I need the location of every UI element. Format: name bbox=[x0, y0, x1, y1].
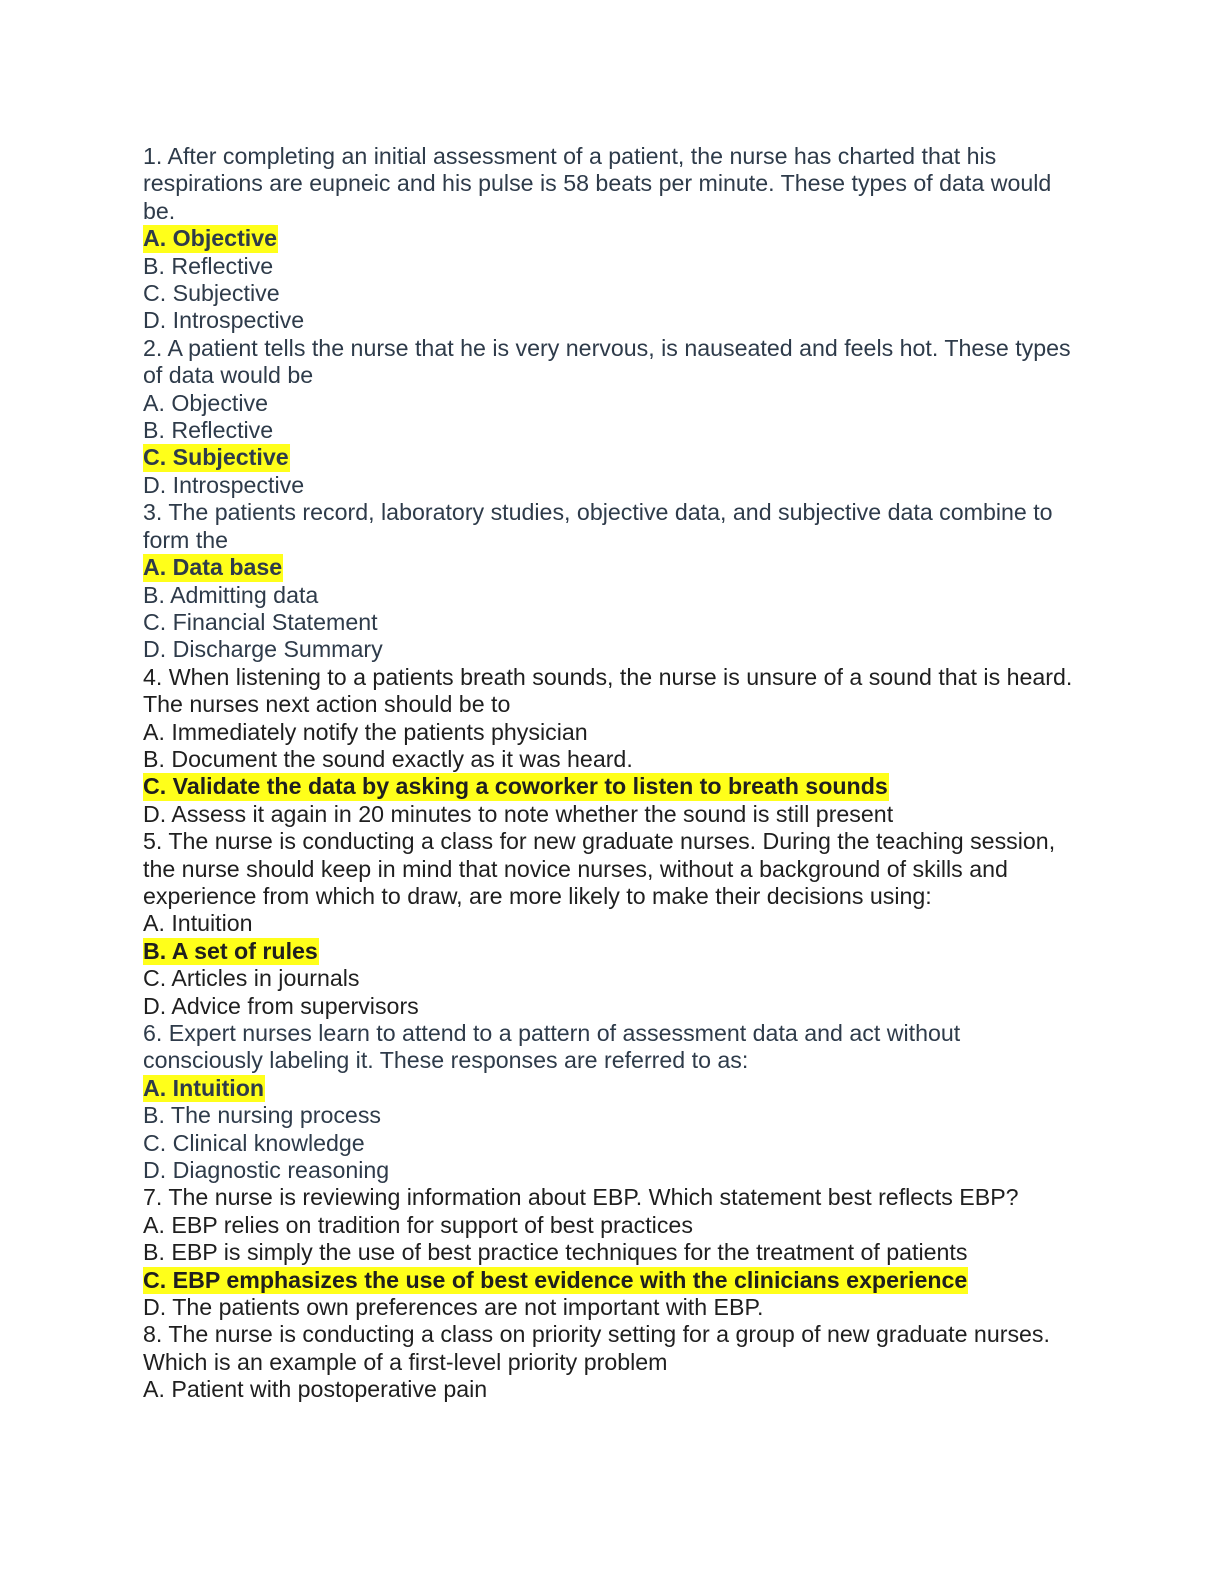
question-block bbox=[143, 1020, 1073, 1184]
question-stem: 4. When listening to a patients breath sounds, the nurse is unsure of a sound that is heard. The nurses next action should be to bbox=[143, 663, 1073, 718]
answer-option: A. Immediately notify the patients physician bbox=[143, 718, 588, 745]
question-block bbox=[143, 1321, 1073, 1403]
question-stem: 8. The nurse is conducting a class on priority setting for a group of new graduate nurses. Which is an example of a first-level priority problem bbox=[143, 1321, 1050, 1375]
answer-option: D. Diagnostic reasoning bbox=[143, 1157, 390, 1184]
answer-option: D. Discharge Summary bbox=[143, 636, 383, 663]
question-block bbox=[143, 335, 1073, 499]
answer-option: B. Admitting data bbox=[143, 581, 319, 608]
answer-option: C. Subjective bbox=[143, 280, 280, 307]
answer-option: B. EBP is simply the use of best practice techniques for the treatment of patients bbox=[143, 1239, 968, 1266]
answer-option bbox=[143, 1075, 1073, 1102]
document-page bbox=[143, 143, 1073, 1404]
question-stem: 3. The patients record, laboratory studies, objective data, and subjective data combine to form the bbox=[143, 499, 1053, 553]
question-block bbox=[143, 1184, 1073, 1321]
correct-answer-highlight: C. Subjective bbox=[143, 444, 289, 471]
answer-option: B. Document the sound exactly as it was heard. bbox=[143, 745, 633, 772]
correct-answer-highlight: A. Intuition bbox=[143, 1074, 265, 1101]
correct-answer-highlight: C. Validate the data by asking a coworker to listen to breath sounds bbox=[143, 773, 888, 800]
correct-answer-highlight: C. EBP emphasizes the use of best evidence with the clinicians experience bbox=[143, 1266, 968, 1293]
question-block bbox=[143, 828, 1073, 1020]
answer-option bbox=[143, 938, 1073, 965]
answer-option bbox=[143, 1267, 1073, 1294]
question-block bbox=[143, 664, 1073, 828]
question-stem: 6. Expert nurses learn to attend to a pattern of assessment data and act without consciously labeling it. These responses are referred to as: bbox=[143, 1020, 961, 1074]
answer-option: B. Reflective bbox=[143, 252, 274, 279]
answer-option: D. Introspective bbox=[143, 307, 305, 334]
question-stem: 7. The nurse is reviewing information about EBP. Which statement best reflects EBP? bbox=[143, 1184, 1019, 1211]
question-stem: 2. A patient tells the nurse that he is very nervous, is nauseated and feels hot. These types of data would be bbox=[143, 334, 1071, 389]
answer-option: C. Articles in journals bbox=[143, 965, 360, 992]
answer-option: A. EBP relies on tradition for support of best practices bbox=[143, 1211, 693, 1238]
answer-option: A. Intuition bbox=[143, 910, 253, 937]
question-stem: 1. After completing an initial assessment of a patient, the nurse has charted that his respirations are eupneic and his pulse is 58 beats per minute. These types of data would be. bbox=[143, 143, 1052, 224]
answer-option: B. The nursing process bbox=[143, 1102, 382, 1129]
answer-option: A. Patient with postoperative pain bbox=[143, 1376, 488, 1403]
correct-answer-highlight: B. A set of rules bbox=[143, 937, 318, 964]
answer-option: C. Financial Statement bbox=[143, 608, 378, 635]
answer-option bbox=[143, 773, 1073, 800]
answer-option: B. Reflective bbox=[143, 417, 274, 444]
question-block bbox=[143, 499, 1073, 663]
answer-option bbox=[143, 225, 1073, 252]
answer-option: A. Objective bbox=[143, 389, 269, 416]
answer-option bbox=[143, 554, 1073, 581]
correct-answer-highlight: A. Data base bbox=[143, 554, 283, 581]
answer-option: D. The patients own preferences are not important with EBP. bbox=[143, 1294, 764, 1321]
answer-option: D. Assess it again in 20 minutes to note whether the sound is still present bbox=[143, 800, 894, 827]
correct-answer-highlight: A. Objective bbox=[143, 225, 278, 252]
answer-option: D. Advice from supervisors bbox=[143, 992, 419, 1019]
question-block bbox=[143, 143, 1073, 335]
answer-option: D. Introspective bbox=[143, 471, 305, 498]
question-stem: 5. The nurse is conducting a class for new graduate nurses. During the teaching session, the nurse should keep in mind that novice nurses, without a background of skills and experience from which to draw, are more likely to make their decisions using: bbox=[143, 828, 1056, 909]
answer-option: C. Clinical knowledge bbox=[143, 1129, 365, 1156]
answer-option bbox=[143, 444, 1073, 471]
